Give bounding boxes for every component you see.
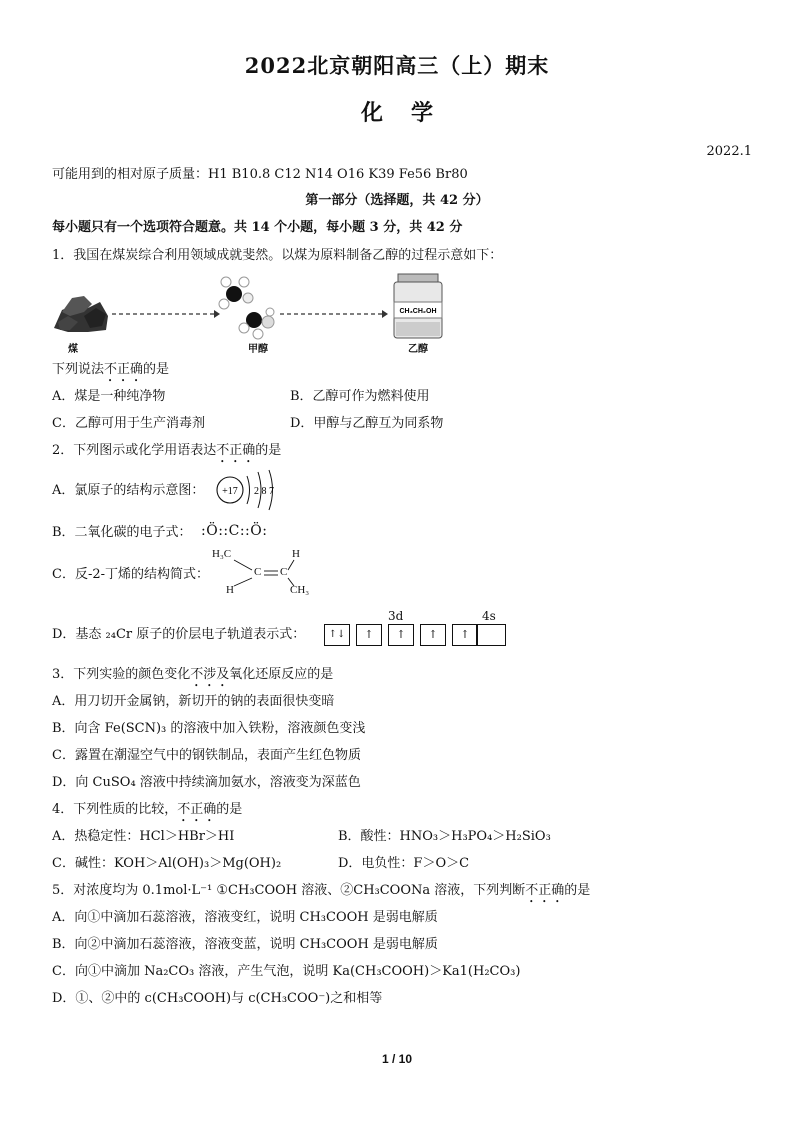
atomic-masses: 可能用到的相对原子质量：H1 B10.8 C12 N14 O16 K39 Fe56 Br80: [52, 167, 468, 182]
page-number: 1 / 10: [381, 1052, 413, 1066]
instructions: 每小题只有一个选项符合题意。共 14 个小题，每小题 3 分，共 42 分: [52, 220, 463, 235]
orbital-3d-5: ↑: [452, 624, 478, 646]
bottle-label: CH₃CH₂OH: [399, 308, 437, 315]
label-methanol: 甲醇: [248, 344, 268, 355]
svg-text:+17: +17: [222, 486, 238, 497]
exam-date: 2022.1: [706, 144, 752, 159]
arrow-head-icon: [214, 310, 220, 318]
trans-2-butene-structure: H₃C H H CH₃ C C: [212, 548, 310, 596]
orbital-3d-4: ↑: [420, 624, 446, 646]
q1-option-c[interactable]: C．乙醇可用于生产消毒剂: [52, 416, 205, 431]
subject-title: 化学: [360, 100, 461, 126]
q5-option-b[interactable]: B．向②中滴加石蕊溶液，溶液变蓝，说明 CH₃COOH 是弱电解质: [52, 937, 438, 952]
q2-option-d[interactable]: D．基态 ₂₄Cr 原子的价层电子轨道表示式：: [52, 627, 306, 642]
q2-stem: 2．下列图示或化学用语表达不正确的是: [52, 443, 282, 458]
electron-shells: 2 8 7: [254, 486, 274, 497]
q3-option-a[interactable]: A．用刀切开金属钠，新切开的钠的表面很快变暗: [52, 694, 335, 709]
q3-option-d[interactable]: D．向 CuSO₄ 溶液中持续滴加氨水，溶液变为深蓝色: [52, 775, 361, 790]
section-heading: 第一部分（选择题，共 42 分）: [305, 193, 489, 208]
orbital-3d-1: ↑↓: [324, 624, 350, 646]
q1-option-d[interactable]: D．甲醇与乙醇互为同系物: [290, 416, 444, 431]
q3-option-b[interactable]: B．向含 Fe(SCN)₃ 的溶液中加入铁粉，溶液颜色变浅: [52, 721, 366, 736]
q2-option-a[interactable]: A．氯原子的结构示意图：: [52, 483, 205, 498]
orbital-4s: [476, 624, 506, 646]
q3-option-c[interactable]: C．露置在潮湿空气中的钢铁制品，表面产生红色物质: [52, 748, 361, 763]
exam-title: 2022北京朝阳高三（上）期末: [244, 53, 550, 78]
q3-stem: 3．下列实验的颜色变化不涉及氧化还原反应的是: [52, 667, 334, 682]
q4-option-a[interactable]: A．热稳定性：HCl＞HBr＞HI: [52, 829, 235, 844]
q2-option-b[interactable]: B．二氧化碳的电子式：: [52, 525, 192, 540]
q1-stem: 1．我国在煤炭综合利用领域成就斐然。以煤为原料制备乙醇的过程示意如下：: [52, 248, 503, 263]
q5-option-c[interactable]: C．向①中滴加 Na₂CO₃ 溶液，产生气泡，说明 Ka(CH₃COOH)＞Ka1(H₂CO₃): [52, 964, 521, 979]
q2-option-c[interactable]: C．反-2-丁烯的结构简式：: [52, 567, 210, 582]
label-ethanol: 乙醇: [408, 344, 428, 355]
q5-option-d[interactable]: D．①、②中的 c(CH₃COOH)与 c(CH₃COO⁻)之和相等: [52, 991, 383, 1006]
q4-option-c[interactable]: C．碱性：KOH＞Al(OH)₃＞Mg(OH)₂: [52, 856, 282, 871]
ethanol-bottle-icon: [394, 274, 442, 338]
co2-electron-formula: :Ö::C::Ö:: [201, 523, 268, 539]
label-coal: 煤: [68, 344, 78, 355]
q4-option-d[interactable]: D．电负性：F＞O＞C: [338, 856, 470, 871]
coal-pile-icon: [54, 296, 108, 332]
q1-option-a[interactable]: A．煤是一种纯净物: [52, 389, 166, 404]
q1-option-b[interactable]: B．乙醇可作为燃料使用: [290, 389, 430, 404]
orbital-3d-2: ↑: [356, 624, 382, 646]
methanol-molecule-icon: [219, 277, 274, 339]
q4-option-b[interactable]: B．酸性：HNO₃＞H₃PO₄＞H₂SiO₃: [338, 829, 551, 844]
coal-to-ethanol-diagram: [48, 272, 508, 358]
label-3d: 3d: [388, 609, 404, 623]
arrow-head-icon: [382, 310, 388, 318]
q4-stem: 4．下列性质的比较，不正确的是: [52, 802, 243, 817]
orbital-3d-3: ↑: [388, 624, 414, 646]
q1-ask: 下列说法不正确的是: [52, 362, 170, 377]
label-4s: 4s: [482, 609, 496, 623]
chlorine-atom-diagram: [212, 466, 284, 512]
q5-stem: 5．对浓度均为 0.1mol·L⁻¹ ①CH₃COOH 溶液、②CH₃COONa 溶液，下列判断不正确的是: [52, 883, 591, 898]
q5-option-a[interactable]: A．向①中滴加石蕊溶液，溶液变红，说明 CH₃COOH 是弱电解质: [52, 910, 438, 925]
